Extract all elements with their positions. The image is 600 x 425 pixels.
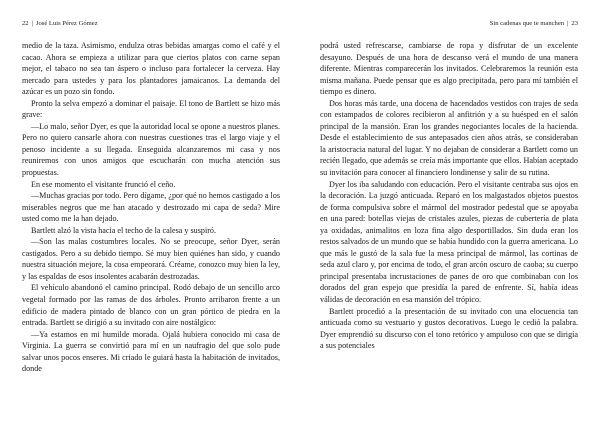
paragraph: podrá usted refrescarse, cambiarse de ropa y disfrutar de un excelente desayuno. Después de una hora de descanso verá el mundo de una manera diferente. Mientras comparecerán los invitados. Celebraremos la reunión esta misma mañana. Puede pensar que es algo precipitada, pero para mí también el tiempo es dinero. [320,41,578,97]
right-running-head [320,20,578,34]
left-page-number: 22 [22,20,29,27]
right-running-head-title: Sin cadenas que te manchen [489,20,565,27]
left-body-text [22,40,280,375]
paragraph: Bartlett alzó la vista hacia el techo de la calesa y suspiró. [31,225,216,235]
paragraph: En ese momento el visitante frunció el ceño. [31,179,176,189]
running-head-separator: | [31,20,33,27]
right-page [300,0,600,425]
paragraph: Dos horas más tarde, una docena de hacendados vestidos con trajes de seda con estampados de colores recibieron al anfitrión y a su huésped en el salón principal de la mansión. Eran los grandes negociantes locales de la hacienda. Desde el establecimiento de sus antepasados cien años atrás, se consideraban la aristocracia natural del lugar. Y no dejaban de considerar a Bartlett como un recién llegado, que además se creía más importante que ellos. Habían aceptado su invitación para conocer al financiero londinense y salir de su rutina. [320,98,578,178]
right-body-text [320,40,578,352]
dialogue-paragraph: —Lo malo, señor Dyer, es que la autoridad local se opone a nuestros planes. Pero no quiero cansarle ahora con nuestras cuestiones tras el largo viaje y el penoso incidente a su llegada. Enseguida alcanzaremos mi casa y nos reuniremos con unos amigos que escucharán con mucha atención sus propuestas. [22,121,280,178]
dialogue-paragraph: —Son las malas costumbres locales. No se preocupe, señor Dyer, serán castigados. Pero a su debido tiempo. Sé muy bien quiénes han sido, y cuando nuestra situación mejore, la cosa empeorará. Créame, conozco muy bien la ley, y las espaldas de esos insolentes acabarán destrozadas. [22,237,280,281]
running-head-separator: | [567,20,569,27]
dialogue-paragraph: —Ya estamos en mi humilde morada. Ojalá hubiera conocido mi casa de Virginia. La guerra se convirtió para mí en un naufragio del que solo pude salvar unos pocos enseres. Mi criado le guiará hasta la habitación de invitados, donde [22,329,280,374]
left-running-head-title: José Luis Pérez Gómez [35,20,98,27]
paragraph: Bartlett procedió a la presentación de su invitado con una elocuencia tan anticuada como su vestuario y gustos decorativos. Luego le cedió la palabra. Dyer emprendió su discurso con el tono retórico y ampuloso con que se dirigía a sus potenciales [320,306,578,351]
paragraph: Pronto la selva empezó a dominar el paisaje. El tono de Bartlett se hizo más grave: [22,98,280,120]
paragraph: medio de la taza. Asimismo, endulza otras bebidas amargas como el café y el cacao. Ahora se empieza a utilizar para que ciertos platos con carne sepan mejor, el tabaco no sea tan áspero o incluso para fortalecer la cerveza. Hay mercado para ustedes y para los plantadores jamaicanos. La demanda del azúcar es un pozo sin fondo. [22,41,280,97]
dialogue-paragraph: —Muchas gracias por todo. Pero dígame, ¿por qué no hemos castigado a los miserables negros que me han atacado y destrozado mi capa de seda? Mire usted como me la han dejado. [22,191,280,224]
left-running-head [22,20,280,34]
paragraph: Dyer los iba saludando con educación. Pero el visitante centraba sus ojos en la decoración. La juzgó anticuada. Reparó en los malgastados objetos puestos de forma compulsiva sobre el mármol del mostrador pedestal que se apoyaba en una pared: botellas viejas de cristales azules, piezas de cubertería de plata ya oxidadas, animalitos en loza fina algo desportillados. Sin duda eran los restos salvados de un mundo que se había hundido con la guerra americana. Lo que más le gustó de la sala fue la mesa principal de mármol, las cortinas de seda azul claro y, por encima de todo, el gran arcón oscuro de caoba; su cuerpo principal presentaba incrustaciones de panes de oro que combinaban con los dorados del gran espejo que presidía la pared de enfrente. Sí, había ideas válidas de decoración en esa mansión del trópico. [320,179,578,305]
paragraph: El vehículo abandonó el camino principal. Rodó debajo de un sencillo arco vegetal formado por las ramas de dos árboles. Pronto arribaron frente a un edificio de madera pintado de blanco con un gran pórtico de piedra en la entrada. Bartlett se dirigió a su invitado con aire nostálgico: [22,283,280,328]
right-page-number: 23 [571,20,578,27]
